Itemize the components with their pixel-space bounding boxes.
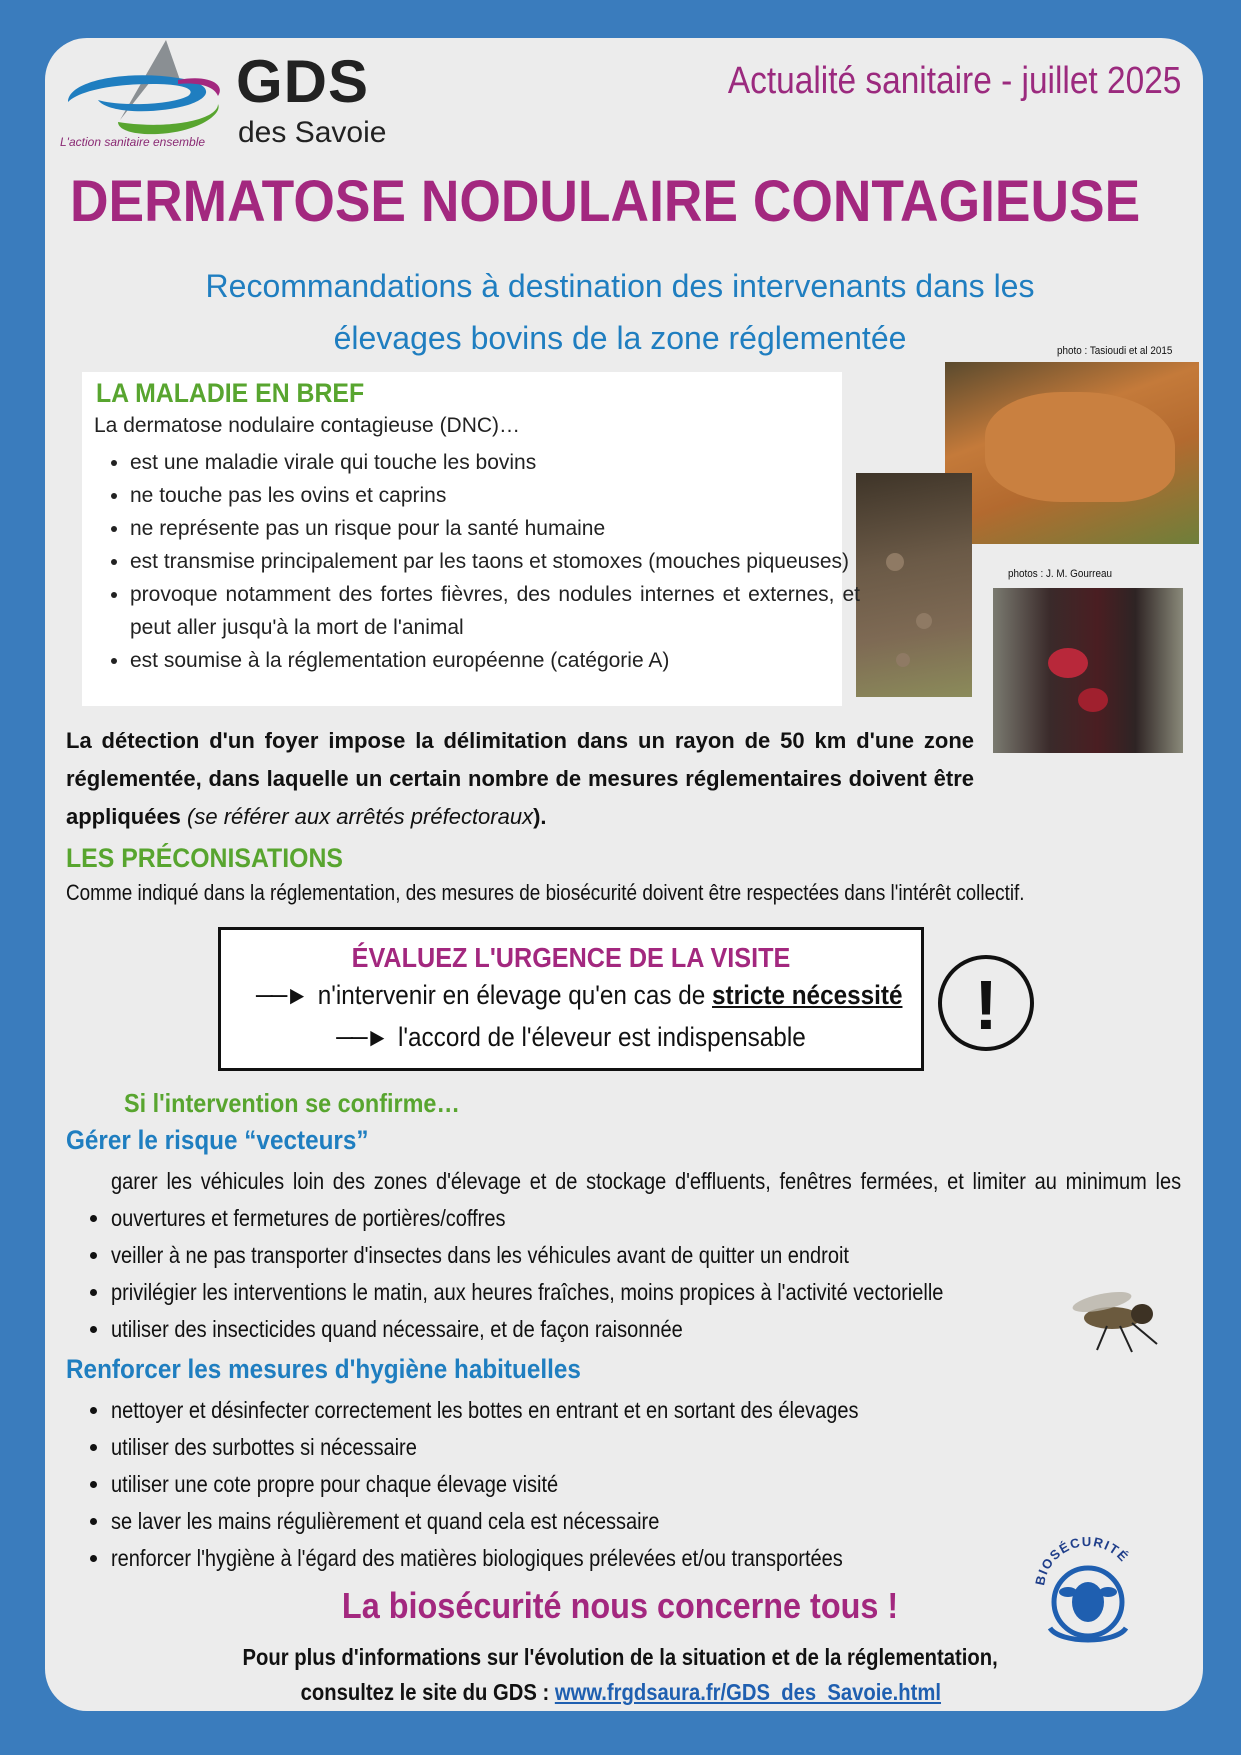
urgence-title: ÉVALUEZ L'URGENCE DE LA VISITE — [351, 942, 791, 973]
list-item — [111, 1466, 1111, 1503]
page-title: DERMATOSE NODULAIRE CONTAGIEUSE — [70, 169, 1141, 234]
page-subtitle — [60, 260, 1180, 364]
list-item — [111, 1429, 1111, 1466]
list-item — [111, 1540, 1111, 1577]
urgence-line-1-text: n'intervenir en élevage qu'en cas de — [317, 980, 713, 1010]
arrow-right-icon: ──► — [256, 980, 307, 1010]
gds-website-link[interactable]: www.frgdsaura.fr/GDS_des_Savoie.html — [554, 1679, 941, 1705]
footer-line-2: consultez le site du GDS : — [300, 1679, 555, 1705]
list-item-text: se laver les mains régulièrement et quand cela est nécessaire — [111, 1508, 660, 1534]
hygiene-list — [66, 1392, 1111, 1577]
maladie-intro: La dermatose nodulaire contagieuse (DNC)… — [94, 414, 521, 437]
fly-icon — [1062, 1278, 1177, 1358]
footer — [0, 1640, 1241, 1710]
list-item-text: garer les véhicules loin des zones d'élevage et de stockage d'effluents, fenêtres fermées, et limiter au minimum les ouvertures et fermetures de portières/coffres — [111, 1168, 1182, 1231]
gds-logo-icon — [58, 40, 228, 140]
hygiene-title: Renforcer les mesures d'hygiène habituelles — [66, 1354, 581, 1384]
list-item: • ne représente pas un risque pour la santé humaine — [130, 512, 860, 545]
list-item-text: nettoyer et désinfecter correctement les bottes en entrant et en sortant des élevages — [111, 1397, 859, 1423]
list-item-text: utiliser des insecticides quand nécessaire, et de façon raisonnée — [111, 1316, 683, 1342]
maladie-list — [94, 446, 860, 677]
footer-line-1: Pour plus d'informations sur l'évolution de la situation et de la réglementation, — [242, 1644, 999, 1670]
list-item-text: privilégier les interventions le matin, aux heures fraîches, moins propices à l'activité vectorielle — [111, 1279, 944, 1305]
maladie-title: LA MALADIE EN BREF — [96, 378, 365, 408]
list-item: • ne touche pas les ovins et caprins — [130, 479, 860, 512]
list-item — [111, 1163, 1231, 1237]
detection-paragraph — [66, 722, 974, 836]
skin-nodules-photo — [856, 473, 972, 697]
list-item — [111, 1237, 1231, 1274]
vecteurs-list — [66, 1163, 1231, 1348]
subtitle-line-1: Recommandations à destination des intervenants dans les — [205, 268, 1035, 304]
list-item-text: veiller à ne pas transporter d'insectes dans les véhicules avant de quitter un endroit — [111, 1242, 849, 1268]
list-item-text: utiliser des surbottes si nécessaire — [111, 1434, 417, 1460]
logo-name: GDS — [236, 48, 370, 115]
arrow-right-icon: ──► — [336, 1022, 388, 1052]
list-item — [111, 1392, 1111, 1429]
urgence-box — [218, 927, 924, 1071]
list-item — [111, 1503, 1111, 1540]
svg-text:BIOSÉCURITÉ — [1032, 1534, 1132, 1587]
detection-paren-open: ( — [180, 804, 195, 829]
urgence-line-2 — [256, 1016, 886, 1058]
detection-bold: La détection d'un foyer impose la délimitation dans un rayon de 50 km d'une zone réglementée, dans laquelle un certain nombre de mesures réglementaires doivent être appliquées — [66, 728, 974, 829]
urgence-line-1 — [256, 974, 903, 1016]
list-item: • provoque notamment des fortes fièvres, des nodules internes et externes, et peut aller jusqu'à la mort de l'animal — [130, 578, 860, 644]
badge-text: BIOSÉCURITÉ — [1032, 1533, 1132, 1587]
detection-italic: se référer aux arrêtés préfectoraux — [194, 804, 534, 829]
logo-tagline: L'action sanitaire ensemble — [60, 135, 206, 149]
preconisations-text: Comme indiqué dans la réglementation, des mesures de biosécurité doivent être respectées dans l'intérêt collectif. — [66, 880, 1025, 905]
list-item-text: renforcer l'hygiène à l'égard des matières biologiques prélevées et/ou transportées — [111, 1545, 843, 1571]
si-intervention-heading: Si l'intervention se confirme… — [124, 1088, 460, 1118]
slogan-text: La biosécurité nous concerne tous ! — [342, 1585, 899, 1626]
urgence-line-2-text: l'accord de l'éleveur est indispensable — [397, 1022, 806, 1052]
preconisations-title: LES PRÉCONISATIONS — [66, 843, 343, 873]
logo-subname: des Savoie — [238, 116, 387, 149]
list-item: • est une maladie virale qui touche les bovins — [130, 446, 860, 479]
photo-credit-1: photo : Tasioudi et al 2015 — [1057, 345, 1173, 357]
maladie-box — [82, 372, 860, 706]
subtitle-line-2: élevages bovins de la zone réglementée — [333, 320, 907, 356]
detection-paren-close: ). — [533, 804, 547, 829]
slogan — [0, 1585, 1241, 1627]
actualite-header: Actualité sanitaire - juillet 2025 — [727, 60, 1181, 102]
list-item-text: utiliser une cote propre pour chaque élevage visité — [111, 1471, 559, 1497]
photo-credit-2: photos : J. M. Gourreau — [1008, 568, 1113, 580]
cow-photo — [945, 362, 1199, 544]
lesion-photo — [993, 588, 1183, 753]
list-item: • est transmise principalement par les taons et stomoxes (mouches piqueuses) — [130, 545, 860, 578]
vecteurs-title: Gérer le risque “vecteurs” — [66, 1125, 369, 1155]
urgence-emphasis: stricte nécessité — [712, 980, 903, 1010]
exclamation-icon: ! — [938, 955, 1034, 1051]
list-item: • est soumise à la réglementation européenne (catégorie A) — [130, 644, 860, 677]
